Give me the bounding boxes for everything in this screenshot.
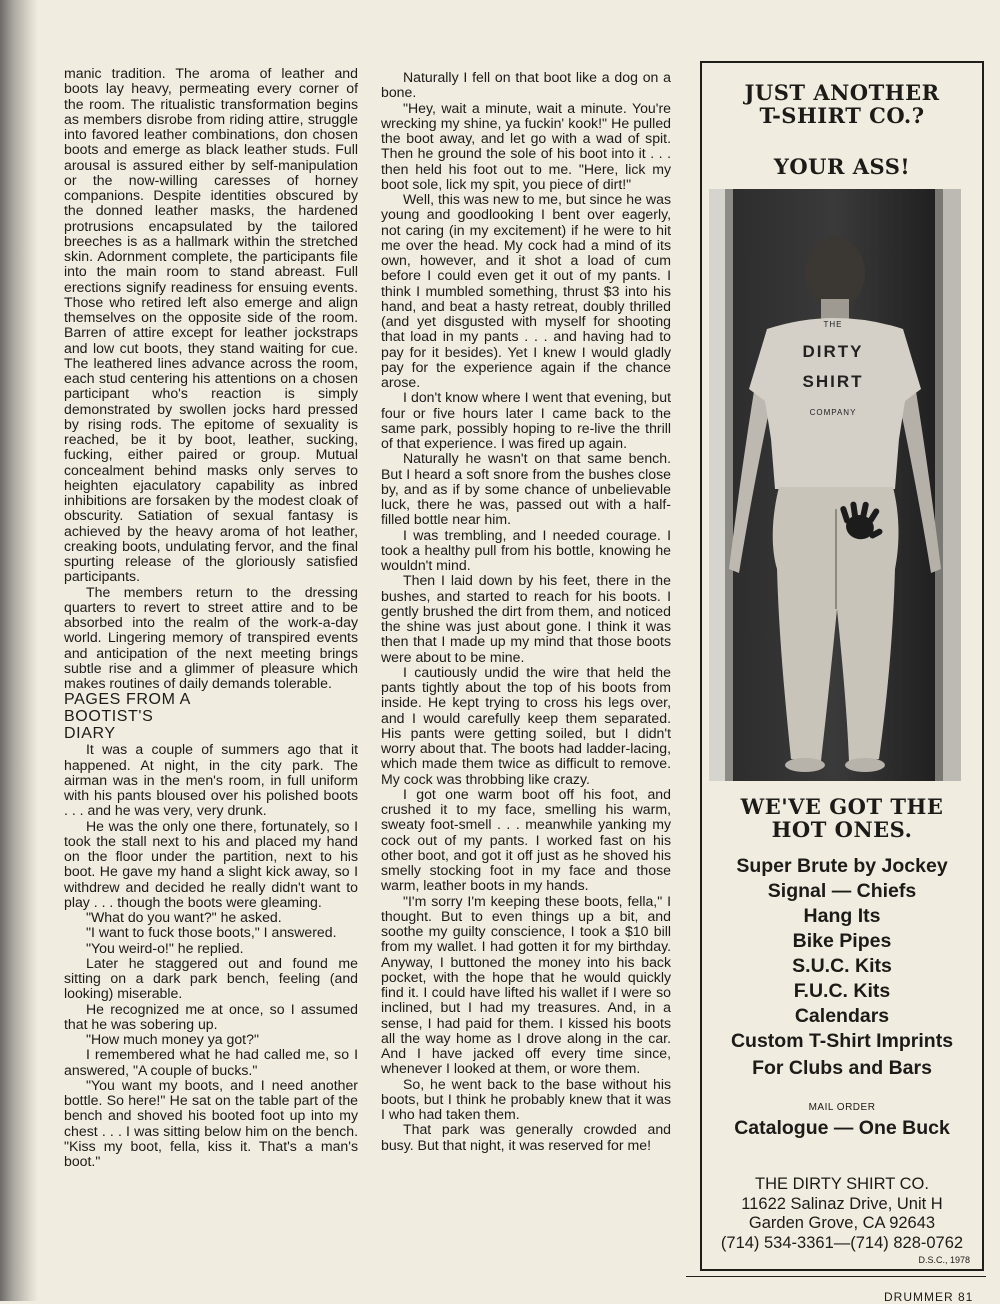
product-item: Hang Its <box>803 905 881 927</box>
ad-credit: D.S.C., 1978 <box>918 1255 970 1265</box>
shirt-print-dirty: DIRTY <box>802 342 864 361</box>
article-column-middle <box>381 70 671 1153</box>
footer-rule <box>686 1276 986 1277</box>
section-heading-text: PAGES FROM A BOOTIST'S DIARY <box>64 691 191 743</box>
ad-headline-line: JUST ANOTHER <box>744 80 940 105</box>
article-paragraph: It was a couple of summers ago that it happened. At night, in the city park. The airman was in the men's room, in full uniform with his pants bloused over his polished boots . . . and he was very, very drunk. <box>64 741 358 819</box>
article-paragraph: "Hey, wait a minute, wait a minute. You're wrecking my shine, ya fuckin' kook!" He pulled the boot away, and let go with a wad of spit. Then he ground the sole of his boot into it . . . then held his foot out to me. "Here, lick my boot sole, lick my spit, you piece of dirt!" <box>381 99 671 192</box>
article-paragraph: "You weird-o!" he replied. <box>86 939 244 956</box>
product-item: Custom T-Shirt Imprints <box>730 1030 954 1052</box>
article-paragraph: manic tradition. The aroma of leather and boots lay heavy, permeating every corner of the room. The ritualistic transformation begins as members disrobe from riding attire, struggle into favored leather combinations, don chosen boots and emerge as black leather studs. Full arousal is assured either by self-manipulation or the now-willing caresses of horney companions. Despite identities obscured by the donned leather masks, the hardened protrusions encapsulated by the tailored breeches is as a hallmark within the stretched skin. Adornment complete, the participants file into the main room to stand abreast. Full erections signify readiness for ensuing events. Those who retired left also emerge and align themselves on the opposite side of the room. Barren of attire except for leather jockstraps and low cut boots, they stand waiting for cue. The leathered lines advance across the room, each stud centering his attentions on a chosen participant who's reaction is simply demonstrated by swollen jocks hard pressed by rising rods. The epitome of sexuality is reached, be it by boot, leather, sucking, fucking, either paired or group. Mutual concealment behind masks only serves to heighten ejaculatory capability as inbred inhibitions are forsaken by the modest cloak of obscurity. Satiation of sexual fantasy is achieved by the heavy aroma of hot leather, creaking boots, undulating fervor, and the final spurting release of the gloriously satisfied participants. <box>64 65 358 585</box>
article-paragraph: "How much money ya got?" <box>86 1031 259 1047</box>
article-paragraph: I don't know where I went that evening, but four or five hours later I came back to the same park, possibly hoping to re-live the thrill of that experience. I was fired up again. <box>381 389 671 451</box>
article-paragraph: He was the only one there, fortunately, so I took the stall next to his and placed my hand on the floor under the partition, next to his boot. He gave my hand a slight kick away, so I withdrew and decided he really didn't want to play . . . though the boots were gleaming. <box>64 817 358 910</box>
article-paragraph: Later he staggered out and found me sitting on a dark park bench, feeling (and looking) miserable. <box>64 954 358 1002</box>
article-paragraph: "What do you want?" he asked. <box>86 909 282 925</box>
article-paragraph: Well, this was new to me, but since he was young and goodlooking I bent over eagerly, not caring (in my excitement) if he were to hit me over the head. My cock had a mind of its own, however, and it shot a load of cum before I could even get it out of my pants. I think I mumbled something, thrust $3 into his hand, and beat a hasty retreat, doubly thrilled (and yet disgusted with myself for shooting that load in my pants . . . and having had to pay for it besides). Yet I knew I would gladly pay for the experience again if the chance arose. <box>381 191 671 390</box>
article-paragraph: I remembered what he had called me, so I answered, "A couple of bucks." <box>64 1046 358 1078</box>
tshirt-model-photo <box>709 189 961 781</box>
article-paragraph: "I want to fuck those boots," I answered. <box>86 924 337 941</box>
product-item: Bike Pipes <box>792 930 892 952</box>
binding-shadow <box>0 0 38 1301</box>
company-phones: (714) 534-3361—(714) 828-0762 <box>720 1233 964 1252</box>
article-column-left <box>64 66 358 1169</box>
article-paragraph: "You want my boots, and I need another bottle. So here!" He sat on the table part of the bench and shoved his booted foot up into my chest . . . I was sitting below him on the bench. "Kiss my boot, fella, kiss it. That's a man's boot." <box>64 1076 358 1169</box>
dirty-shirt-ad <box>700 61 984 1271</box>
article-paragraph: So, he went back to the base without his boots, but I think he probably knew that it was I who had taken them. <box>381 1075 671 1122</box>
page-footer: DRUMMER 81 <box>884 1290 974 1304</box>
shirt-print-the: THE <box>823 320 843 329</box>
ad-headline-line: T-SHIRT CO.? <box>759 103 925 128</box>
ad-subhead-line: WE'VE GOT THE <box>740 794 944 819</box>
company-street: 11622 Salinaz Drive, Unit H <box>741 1194 943 1213</box>
ad-subhead <box>702 795 982 841</box>
ad-subhead-line: HOT ONES. <box>771 817 913 842</box>
shirt-print-company: COMPANY <box>809 408 857 417</box>
catalogue-offer: Catalogue — One Buck <box>734 1117 950 1139</box>
article-paragraph: Naturally I fell on that boot like a dog on a bone. <box>381 69 671 101</box>
article-paragraph: "I'm sorry I'm keeping these boots, fella," I thought. But to even things up a bit, and soothe my guilty conscience, I took a $10 bill from my wallet. I had gotten it for my birthday. Anyway, I buttoned the money into his back pocket, with the hope that he would quickly find it. I could have lifted his wallet if I were so inclined, but I had my treasures. And, in a sense, I had paid for them. I kissed his boots all the way home as I drove along in the car. And I have jacked off every time since, whenever I looked at them, or wore them. <box>381 892 671 1077</box>
ad-punchline: YOUR ASS! <box>773 154 911 179</box>
product-item: Super Brute by Jockey <box>736 855 948 877</box>
company-address <box>702 1175 982 1253</box>
shirt-print-shirt: SHIRT <box>802 372 864 391</box>
company-name: THE DIRTY SHIRT CO. <box>755 1175 929 1193</box>
product-item: S.U.C. Kits <box>792 955 892 977</box>
mail-order-label: MAIL ORDER <box>808 1102 876 1113</box>
article-paragraph: I was trembling, and I needed courage. I took a healthy pull from his bottle, knowing he wouldn't mind. <box>381 526 671 573</box>
ad-photo <box>709 189 961 781</box>
ad-headline <box>702 81 982 127</box>
product-item: Signal — Chiefs <box>767 880 917 902</box>
article-paragraph: The members return to the dressing quarters to revert to street attire and to be absorbed into the realm of the work-a-day world. Lingering memory of transpired events and anticipation of the next meeting brings subtle rise and a glimmer of pleasure which makes routines of daily demands tolerable. <box>64 583 358 691</box>
article-paragraph: He recognized me at once, so I assumed that he was sobering up. <box>64 1000 358 1032</box>
article-paragraph: I got one warm boot off his foot, and crushed it to my face, smelling his warm, sweaty foot-smell . . . meanwhile yanking my cock out of my pants. I worked fast on his other boot, and got it off just as he shoved his smelly stocking foot in my face and those warm, leather boots in my hands. <box>381 785 671 894</box>
product-item: F.U.C. Kits <box>793 980 891 1002</box>
article-paragraph: Naturally he wasn't on that same bench. But I heard a soft snore from the bushes close by, and as if by some chance of unbelievable luck, there he was, passed out with a half-filled bottle near him. <box>381 450 671 528</box>
section-heading <box>64 691 358 742</box>
article-paragraph: That park was generally crowded and busy. But that night, it was reserved for me! <box>381 1121 671 1153</box>
product-item: For Clubs and Bars <box>752 1057 932 1079</box>
company-city: Garden Grove, CA 92643 <box>748 1214 936 1232</box>
article-paragraph: Then I laid down by his feet, there in the bushes, and started to reach for his boots. I gently brushed the dirt from them, and noticed the shine was just about gone. I think it was then that I made up my mind that those boots were about to be mine. <box>381 572 671 665</box>
article-paragraph: I cautiously undid the wire that held the pants tightly about the top of his boots from inside. He kept trying to cross his legs over, and I would carefully keep them separated. His pants were getting soiled, but I didn't worry about that. The boots had ladder-lacing, which made them twice as difficult to remove. My cock was throbbing like crazy. <box>381 663 671 787</box>
product-item: Calendars <box>794 1005 890 1027</box>
